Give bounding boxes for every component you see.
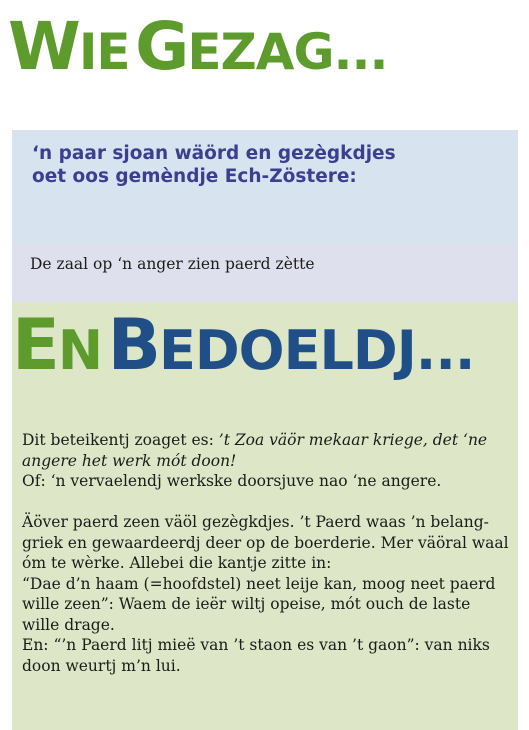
- para1-line-1-start: Dit beteikentj zoaget es:: [22, 431, 219, 449]
- para2-line: wille zeen”: Waem de ieër wiltj opeise, mót ouch de laste: [22, 595, 471, 613]
- para1-line-1-italic: ’t Zoa väör mekaar kriege, det ‘ne: [218, 431, 488, 449]
- intro-line-1: ‘n paar sjoan wäörd en gezègkdjes: [32, 143, 396, 164]
- title-rest-edoeldj: EDOELDJ...: [158, 319, 475, 382]
- para2-line: doon weurtj m’n lui.: [22, 656, 181, 675]
- para2-line: En: “’n Paerd litj mieë van ’t staon es van ’t gaon”: van niks: [22, 636, 490, 654]
- title-cap-b: B: [107, 310, 159, 386]
- para2-line: Äöver paerd zeen väöl gezègkdjes. ’t Paerd waas ’n belang-: [22, 513, 489, 531]
- title-rest-ezag: EZAG...: [187, 23, 388, 81]
- meaning-paragraph-1: [22, 430, 487, 492]
- para2-line: “Dae d’n haam (=hoofdstel) neet leije kan, moog neet paerd: [22, 574, 496, 593]
- title-rest-ie: IE: [78, 23, 130, 81]
- meaning-title: [12, 310, 518, 396]
- page-title: [8, 14, 518, 94]
- para1-line-2: angere het werk mót doon!: [22, 451, 237, 470]
- para2-line: griek en gewaardeerdj deer op de boerderie. Mer väöral waal: [22, 533, 509, 552]
- title-cap-e: E: [12, 310, 58, 386]
- saying-box: [12, 243, 518, 302]
- title-rest-n: N: [57, 319, 103, 382]
- meaning-paragraph-2: [22, 512, 509, 676]
- intro-line-2: oet oos gemèndje Ech-Zöstere:: [32, 166, 357, 187]
- para2-line: wille drage.: [22, 615, 115, 634]
- para1-line-3: Of: ‘n vervaelendj werkske doorsjuve nao ‘ne angere.: [22, 472, 442, 490]
- title-cap-g: G: [135, 14, 188, 85]
- intro-box: [12, 130, 518, 243]
- para2-line: óm te wèrke. Allebei die kantje zitte in:: [22, 554, 332, 572]
- para1-line-1: [22, 430, 487, 451]
- title-cap-w: W: [8, 14, 79, 85]
- saying-text: De zaal op ‘n anger zien paerd zètte: [30, 255, 315, 273]
